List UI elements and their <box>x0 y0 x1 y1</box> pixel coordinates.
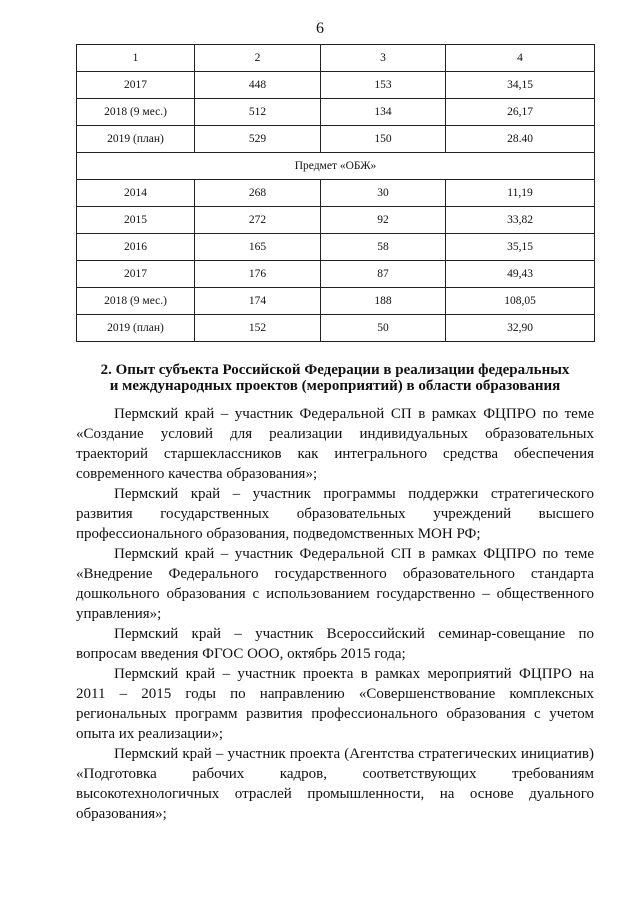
table-row <box>77 99 595 126</box>
column-header: 3 <box>321 45 446 72</box>
table-row <box>77 72 595 99</box>
table-cell: 26,17 <box>446 99 595 126</box>
table-cell: 2019 (план) <box>77 315 195 342</box>
table-cell: 150 <box>321 126 446 153</box>
paragraph: Пермский край – участник проекта (Агентства стратегических инициатив) «Подготовка рабочих кадров, соответствующих требованиям высокотехнологичных отраслей промышленности, на основе дуального образования»; <box>76 746 594 822</box>
table-cell: 268 <box>195 180 321 207</box>
table-cell: 134 <box>321 99 446 126</box>
table-cell: 58 <box>321 234 446 261</box>
section-label: Предмет «ОБЖ» <box>77 153 595 180</box>
section-heading-line: и международных проектов (мероприятий) в области образования <box>109 378 561 394</box>
table-row <box>77 126 595 153</box>
table-cell: 2014 <box>77 180 195 207</box>
table-header-row <box>77 45 595 72</box>
table-row <box>77 315 595 342</box>
table-cell: 2015 <box>77 207 195 234</box>
column-header: 1 <box>77 45 195 72</box>
table-cell: 35,15 <box>446 234 595 261</box>
table-cell: 174 <box>195 288 321 315</box>
table-cell: 92 <box>321 207 446 234</box>
table-cell: 2016 <box>77 234 195 261</box>
column-header: 2 <box>195 45 321 72</box>
table-cell: 2017 <box>77 261 195 288</box>
table-row <box>77 180 595 207</box>
column-header: 4 <box>446 45 595 72</box>
table-cell: 87 <box>321 261 446 288</box>
table-row <box>77 234 595 261</box>
table-cell: 2017 <box>77 72 195 99</box>
body-text <box>76 404 594 824</box>
table-cell: 49,43 <box>446 261 595 288</box>
table-section-row <box>77 153 595 180</box>
table-cell: 32,90 <box>446 315 595 342</box>
table-cell: 108,05 <box>446 288 595 315</box>
paragraph: Пермский край – участник проекта в рамках мероприятий ФЦПРО на 2011 – 2015 годы по направлению «Совершенствование комплексных региональных программ развития профессионального образования с учетом опыта их реализации»; <box>76 666 594 742</box>
table-cell: 50 <box>321 315 446 342</box>
table-cell: 34,15 <box>446 72 595 99</box>
section-heading <box>76 362 594 394</box>
table-cell: 28.40 <box>446 126 595 153</box>
table-cell: 188 <box>321 288 446 315</box>
table-cell: 33,82 <box>446 207 595 234</box>
table-cell: 529 <box>195 126 321 153</box>
table-cell: 152 <box>195 315 321 342</box>
paragraph: Пермский край – участник программы поддержки стратегического развития государственных образовательных учреждений высшего профессионального образования, подведомственных МОН РФ; <box>76 486 594 542</box>
table-row <box>77 288 595 315</box>
table-row <box>77 207 595 234</box>
table-cell: 176 <box>195 261 321 288</box>
table-cell: 2019 (план) <box>77 126 195 153</box>
table-cell: 30 <box>321 180 446 207</box>
paragraph: Пермский край – участник Федеральной СП в рамках ФЦПРО по теме «Внедрение Федерального государственного образовательного стандарта дошкольного образования с использованием государственно – общественного управления»; <box>76 546 594 622</box>
paragraph: Пермский край – участник Всероссийский семинар-совещание по вопросам введения ФГОС ООО, октябрь 2015 года; <box>76 626 594 662</box>
table-cell: 11,19 <box>446 180 595 207</box>
table-cell: 448 <box>195 72 321 99</box>
table-cell: 2018 (9 мес.) <box>77 99 195 126</box>
section-heading-line: 2. Опыт субъекта Российской Федерации в реализации федеральных <box>100 362 570 378</box>
table-cell: 512 <box>195 99 321 126</box>
table-cell: 2018 (9 мес.) <box>77 288 195 315</box>
paragraph: Пермский край – участник Федеральной СП в рамках ФЦПРО по теме «Создание условий для реализации индивидуальных образовательных траекторий старшеклассников как интегрального средства обеспечения современного качества образования»; <box>76 406 594 482</box>
table-cell: 153 <box>321 72 446 99</box>
table-cell: 165 <box>195 234 321 261</box>
table-row <box>77 261 595 288</box>
statistics-table <box>76 44 595 342</box>
page-number: 6 <box>316 20 324 37</box>
table-cell: 272 <box>195 207 321 234</box>
